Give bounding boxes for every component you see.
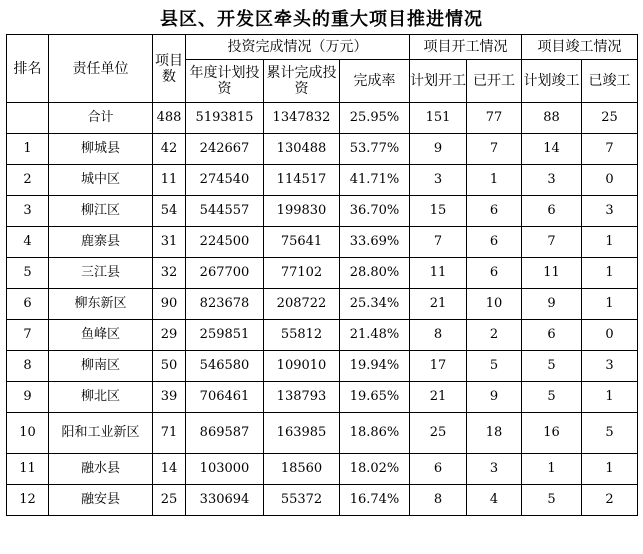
rank-cell: 2 <box>7 165 49 196</box>
annual-plan-cell: 546580 <box>186 351 264 382</box>
unit-cell: 柳城县 <box>49 134 153 165</box>
total-count: 488 <box>153 103 186 134</box>
annual-plan-cell: 823678 <box>186 289 264 320</box>
started-cell: 1 <box>467 165 522 196</box>
unit-cell: 柳东新区 <box>49 289 153 320</box>
document-title: 县区、开发区牵头的重大项目推进情况 <box>160 9 483 30</box>
count-cell: 11 <box>153 165 186 196</box>
rank-cell: 8 <box>7 351 49 382</box>
total-label: 合计 <box>49 103 153 134</box>
completion-rate-cell: 25.34% <box>340 289 410 320</box>
header-investment-group: 投资完成情况（万元） <box>186 35 410 60</box>
project-progress-table <box>6 34 638 516</box>
unit-cell: 三江县 <box>49 258 153 289</box>
planned-start-cell: 25 <box>410 413 467 454</box>
planned-finish-cell: 3 <box>522 165 582 196</box>
finished-cell: 2 <box>582 485 638 516</box>
cumulative-cell: 199830 <box>264 196 340 227</box>
planned-start-cell: 6 <box>410 454 467 485</box>
total-completion-rate: 25.95% <box>340 103 410 134</box>
header-cumulative: 累计完成投资 <box>264 60 340 103</box>
completion-rate-cell: 18.02% <box>340 454 410 485</box>
unit-cell: 城中区 <box>49 165 153 196</box>
count-cell: 50 <box>153 351 186 382</box>
annual-plan-cell: 330694 <box>186 485 264 516</box>
count-cell: 29 <box>153 320 186 351</box>
unit-cell: 融安县 <box>49 485 153 516</box>
planned-finish-cell: 5 <box>522 485 582 516</box>
unit-cell: 柳南区 <box>49 351 153 382</box>
planned-finish-cell: 1 <box>522 454 582 485</box>
finished-cell: 3 <box>582 196 638 227</box>
cumulative-cell: 208722 <box>264 289 340 320</box>
table-row <box>7 165 638 196</box>
table-row <box>7 227 638 258</box>
table-row <box>7 351 638 382</box>
annual-plan-cell: 224500 <box>186 227 264 258</box>
count-cell: 54 <box>153 196 186 227</box>
rank-cell: 3 <box>7 196 49 227</box>
planned-start-cell: 15 <box>410 196 467 227</box>
completion-rate-cell: 53.77% <box>340 134 410 165</box>
completion-rate-cell: 18.86% <box>340 413 410 454</box>
finished-cell: 1 <box>582 454 638 485</box>
count-cell: 71 <box>153 413 186 454</box>
cumulative-cell: 109010 <box>264 351 340 382</box>
count-cell: 32 <box>153 258 186 289</box>
annual-plan-cell: 103000 <box>186 454 264 485</box>
cumulative-cell: 114517 <box>264 165 340 196</box>
total-planned-finish: 88 <box>522 103 582 134</box>
unit-cell: 鱼峰区 <box>49 320 153 351</box>
planned-start-cell: 21 <box>410 382 467 413</box>
count-cell: 14 <box>153 454 186 485</box>
planned-finish-cell: 6 <box>522 196 582 227</box>
header-row-1 <box>7 35 638 60</box>
total-annual-plan: 5193815 <box>186 103 264 134</box>
started-cell: 6 <box>467 258 522 289</box>
table-row <box>7 413 638 454</box>
planned-start-cell: 11 <box>410 258 467 289</box>
started-cell: 18 <box>467 413 522 454</box>
completion-rate-cell: 36.70% <box>340 196 410 227</box>
finished-cell: 1 <box>582 258 638 289</box>
cumulative-cell: 55812 <box>264 320 340 351</box>
header-unit: 责任单位 <box>49 35 153 103</box>
started-cell: 5 <box>467 351 522 382</box>
planned-start-cell: 7 <box>410 227 467 258</box>
completion-rate-cell: 19.65% <box>340 382 410 413</box>
started-cell: 3 <box>467 454 522 485</box>
total-planned-start: 151 <box>410 103 467 134</box>
planned-finish-cell: 6 <box>522 320 582 351</box>
planned-start-cell: 3 <box>410 165 467 196</box>
count-cell: 42 <box>153 134 186 165</box>
total-finished: 25 <box>582 103 638 134</box>
unit-cell: 融水县 <box>49 454 153 485</box>
finished-cell: 5 <box>582 413 638 454</box>
planned-start-cell: 17 <box>410 351 467 382</box>
count-cell: 25 <box>153 485 186 516</box>
planned-finish-cell: 11 <box>522 258 582 289</box>
unit-cell: 鹿寨县 <box>49 227 153 258</box>
finished-cell: 1 <box>582 382 638 413</box>
header-planned-start: 计划开工 <box>410 60 467 103</box>
completion-rate-cell: 28.80% <box>340 258 410 289</box>
finished-cell: 0 <box>582 165 638 196</box>
annual-plan-cell: 259851 <box>186 320 264 351</box>
planned-start-cell: 8 <box>410 485 467 516</box>
unit-cell: 阳和工业新区 <box>49 413 153 454</box>
count-cell: 39 <box>153 382 186 413</box>
header-completion-rate: 完成率 <box>340 60 410 103</box>
table-row <box>7 196 638 227</box>
rank-cell: 5 <box>7 258 49 289</box>
planned-finish-cell: 16 <box>522 413 582 454</box>
annual-plan-cell: 544557 <box>186 196 264 227</box>
count-cell: 90 <box>153 289 186 320</box>
header-annual-plan: 年度计划投资 <box>186 60 264 103</box>
completion-rate-cell: 21.48% <box>340 320 410 351</box>
rank-cell: 4 <box>7 227 49 258</box>
cumulative-cell: 163985 <box>264 413 340 454</box>
completion-rate-cell: 41.71% <box>340 165 410 196</box>
cumulative-cell: 77102 <box>264 258 340 289</box>
header-planned-finish: 计划竣工 <box>522 60 582 103</box>
unit-cell: 柳江区 <box>49 196 153 227</box>
rank-cell: 9 <box>7 382 49 413</box>
annual-plan-cell: 274540 <box>186 165 264 196</box>
planned-start-cell: 8 <box>410 320 467 351</box>
table-row <box>7 134 638 165</box>
completion-rate-cell: 19.94% <box>340 351 410 382</box>
annual-plan-cell: 242667 <box>186 134 264 165</box>
table-row <box>7 258 638 289</box>
table-row <box>7 320 638 351</box>
total-cumulative: 1347832 <box>264 103 340 134</box>
annual-plan-cell: 706461 <box>186 382 264 413</box>
header-finished: 已竣工 <box>582 60 638 103</box>
planned-finish-cell: 9 <box>522 289 582 320</box>
total-rank-cell <box>7 103 49 134</box>
planned-finish-cell: 5 <box>522 351 582 382</box>
finished-cell: 3 <box>582 351 638 382</box>
header-finish-group: 项目竣工情况 <box>522 35 638 60</box>
rank-cell: 12 <box>7 485 49 516</box>
header-started: 已开工 <box>467 60 522 103</box>
header-rank: 排名 <box>7 35 49 103</box>
cumulative-cell: 75641 <box>264 227 340 258</box>
total-row <box>7 103 638 134</box>
table-row <box>7 485 638 516</box>
header-start-group: 项目开工情况 <box>410 35 522 60</box>
rank-cell: 6 <box>7 289 49 320</box>
table-row <box>7 289 638 320</box>
started-cell: 6 <box>467 196 522 227</box>
finished-cell: 7 <box>582 134 638 165</box>
unit-cell: 柳北区 <box>49 382 153 413</box>
cumulative-cell: 138793 <box>264 382 340 413</box>
planned-finish-cell: 5 <box>522 382 582 413</box>
completion-rate-cell: 16.74% <box>340 485 410 516</box>
cumulative-cell: 130488 <box>264 134 340 165</box>
started-cell: 6 <box>467 227 522 258</box>
rank-cell: 11 <box>7 454 49 485</box>
finished-cell: 0 <box>582 320 638 351</box>
started-cell: 9 <box>467 382 522 413</box>
completion-rate-cell: 33.69% <box>340 227 410 258</box>
finished-cell: 1 <box>582 227 638 258</box>
table-row <box>7 382 638 413</box>
rank-cell: 7 <box>7 320 49 351</box>
rank-cell: 1 <box>7 134 49 165</box>
finished-cell: 1 <box>582 289 638 320</box>
started-cell: 7 <box>467 134 522 165</box>
annual-plan-cell: 869587 <box>186 413 264 454</box>
rank-cell: 10 <box>7 413 49 454</box>
total-started: 77 <box>467 103 522 134</box>
started-cell: 10 <box>467 289 522 320</box>
planned-start-cell: 21 <box>410 289 467 320</box>
planned-finish-cell: 14 <box>522 134 582 165</box>
started-cell: 4 <box>467 485 522 516</box>
started-cell: 2 <box>467 320 522 351</box>
header-count: 项目数 <box>153 35 186 103</box>
cumulative-cell: 18560 <box>264 454 340 485</box>
annual-plan-cell: 267700 <box>186 258 264 289</box>
cumulative-cell: 55372 <box>264 485 340 516</box>
planned-finish-cell: 7 <box>522 227 582 258</box>
count-cell: 31 <box>153 227 186 258</box>
table-row <box>7 454 638 485</box>
planned-start-cell: 9 <box>410 134 467 165</box>
